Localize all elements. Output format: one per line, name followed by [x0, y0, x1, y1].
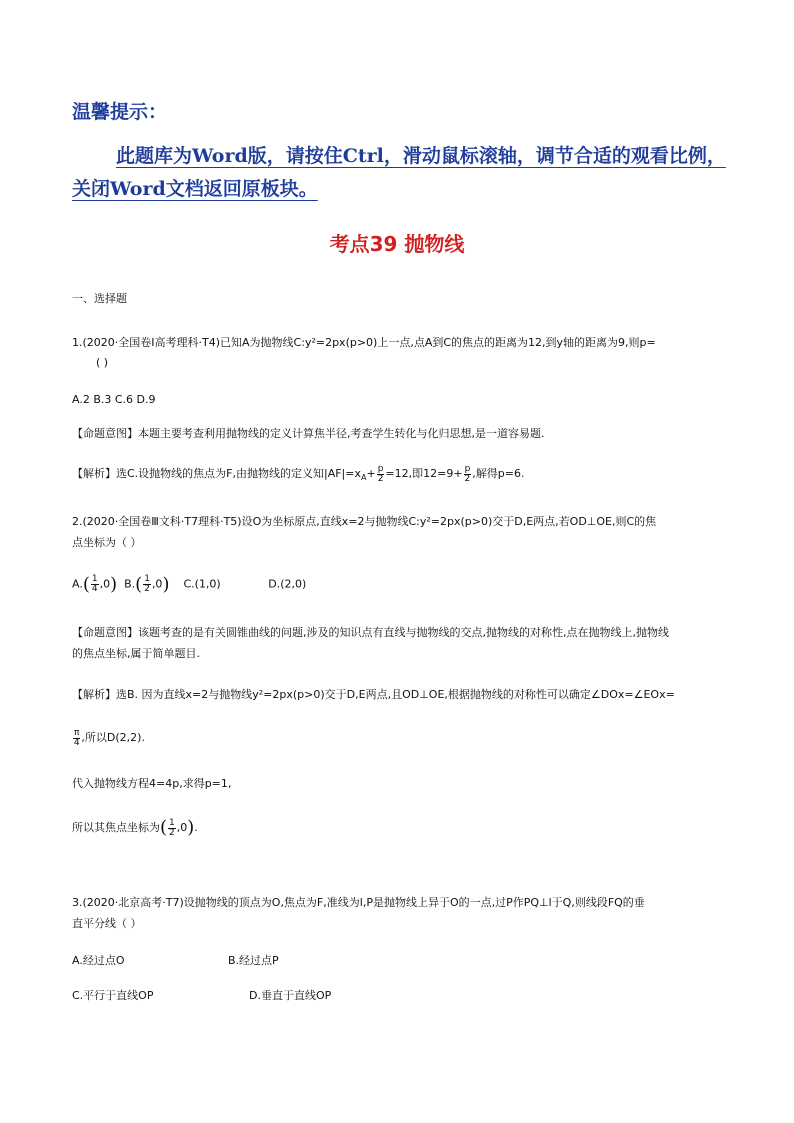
q1-analysis-part1: 【解析】选C.设抛物线的焦点为F,由抛物线的定义知|AF|=x [72, 467, 361, 480]
q1-analysis-part2: =12,即12=9+ [385, 467, 463, 480]
tip-body-text: 此题库为Word版，请按住Ctrl，滑动鼠标滚轴，调节合适的观看比例，关闭Word文档返回原板块。 [72, 145, 726, 200]
q2-intent-line2: 的焦点坐标,属于简单题目. [72, 647, 200, 660]
q2-choice-b-label: B. [124, 577, 136, 591]
q3-choice-c: C.平行于直线OP [72, 989, 154, 1002]
q3-stem-line2: 直平分线（ ） [72, 917, 142, 930]
q1-analysis-part3: ,解得p=6. [472, 467, 525, 480]
q2-intent-line1: 【命题意图】该题考查的是有关圆锥曲线的问题,涉及的知识点有直线与抛物线的交点,抛物线的对称性,点在抛物线上,抛物线 [72, 626, 669, 639]
q2-analysis-line1: 【解析】选B. 因为直线x=2与抛物线y²=2px(p>0)交于D,E两点,且OD⊥OE,根据抛物线的对称性可以确定∠DOx=∠EOx= [72, 688, 675, 701]
q2-analysis-line4: 所以其焦点坐标为( $\frac{1}{2}$ ,0). [72, 817, 198, 838]
tip-title: 温馨提示： [72, 101, 168, 123]
page-title: 考点39 抛物线 [329, 232, 465, 256]
q3-choice-d: D.垂直于直线OP [249, 989, 332, 1002]
q1-choices: A.2 B.3 C.6 D.9 [72, 393, 156, 406]
section-heading: 一、选择题 [72, 292, 127, 305]
fraction-p-over-2: $\frac{p}{2}$ [377, 463, 384, 484]
fraction-p-over-2: $\frac{p}{2}$ [464, 463, 471, 484]
q3-choice-b: B.经过点P [228, 954, 279, 967]
q1-intent: 【命题意图】本题主要考查利用抛物线的定义计算焦半径,考查学生转化与化归思想,是一道容易题. [72, 427, 545, 440]
q2-stem-line1: 2.(2020·全国卷Ⅲ文科·T7理科·T5)设O为坐标原点,直线x=2与抛物线C:y²=2px(p>0)交于D,E两点,若OD⊥OE,则C的焦 [72, 515, 657, 528]
q2-analysis-line2: $\frac{\pi}{4}$ ,所以D(2,2). [73, 727, 145, 748]
q1-analysis: 【解析】选C.设抛物线的焦点为F,由抛物线的定义知$|AF|=x_A+$ $\frac{p}{2}$ =12,即12=9+ $\frac{p}{2}$ ,解得p=6. [72, 463, 525, 484]
fraction-pi-over-4: $\frac{\pi}{4}$ [73, 727, 80, 748]
q2-stem-line2: 点坐标为（ ） [72, 536, 142, 549]
q2-analysis-line3: 代入抛物线方程4=4p,求得p=1, [72, 777, 232, 790]
q1-stem-line2: ( ) [96, 356, 109, 369]
q1-stem-line1: 1.(2020·全国卷Ⅰ高考理科·T4)已知A为抛物线C:y²=2px(p>0)上一点,点A到C的焦点的距离为12,到y轴的距离为9,则p= [72, 336, 656, 349]
q2-choice-d: D.(2,0) [268, 577, 307, 591]
q3-choice-a: A.经过点O [72, 954, 125, 967]
q2-choices: A.( $\frac{1}{4}$ ,0) B.( $\frac{1}{2}$ ,0) C.(1,0) D.(2,0) [72, 574, 307, 595]
q3-stem-line1: 3.(2020·北京高考·T7)设抛物线的顶点为O,焦点为F,准线为l,P是抛物线上异于O的一点,过P作PQ⊥l于Q,则线段FQ的垂 [72, 896, 645, 909]
tip-body [72, 140, 732, 206]
q2-choice-a-label: A. [72, 577, 83, 591]
q2-choice-c: C.(1,0) [183, 577, 221, 591]
